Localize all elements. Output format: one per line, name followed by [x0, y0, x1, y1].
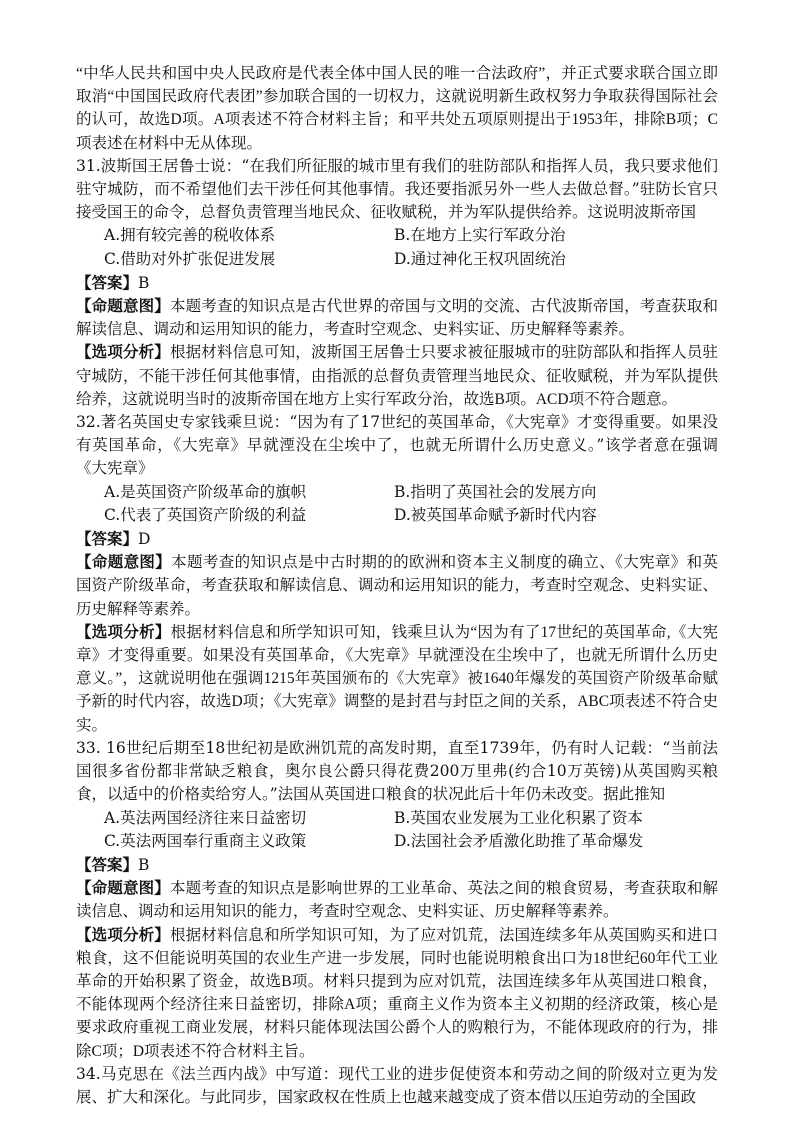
question-33	[76, 737, 718, 1063]
analysis-paragraph	[76, 621, 718, 737]
question-34	[76, 1063, 718, 1109]
question-stem: 33. 16世纪后期至18世纪初是欧洲饥荒的高发时期，直至1739年，仍有时人记载：“当前法国很多省份都非常缺乏粮食，奥尔良公爵只得花费200万里弗(约合10万英镑)从英国购买粮食，以适中的价格卖给穷人。”法国从英国进口粮食的状况此后十年仍未改变。据此推知	[76, 738, 718, 804]
analysis-text: 根据材料信息可知，波斯国王居鲁士只要求被征服城市的驻防部队和指挥人员驻守城防，不能干涉任何其他事情，由指派的总督负责管理当地民众、征收赋税，并为军队提供给养，这就说明当时的波斯帝国在地方上实行军政分治，故选B项。ACD项不符合题意。	[76, 344, 718, 408]
option-d: D.法国社会矛盾激化助推了革命爆发	[394, 831, 644, 850]
option-b: B.指明了英国社会的发展方向	[394, 482, 597, 501]
intent-label: 【命题意图】	[76, 298, 170, 316]
intent-paragraph	[76, 295, 718, 341]
answer-line	[76, 271, 718, 295]
options	[76, 807, 718, 853]
intent-label: 【命题意图】	[76, 880, 170, 898]
intent-label: 【命题意图】	[76, 554, 172, 572]
option-d: D.通过神化王权巩固统治	[394, 249, 566, 268]
option-a: A.拥有较完善的税收体系	[104, 226, 276, 245]
question-stem: 34.马克思在《法兰西内战》中写道：现代工业的进步促使资本和劳动之间的阶级对立更为发展、扩大和深化。与此同步，国家政权在性质上也越来越变成了资本借以压迫劳动的全国政	[76, 1064, 718, 1106]
answer-label: 【答案】	[76, 529, 139, 549]
analysis-label: 【选项分析】	[76, 926, 170, 944]
answer-label: 【答案】	[76, 854, 139, 874]
analysis-text: 根据材料信息和所学知识可知，为了应对饥荒，法国连续多年从英国购买和进口粮食，这不但能说明英国的农业生产进一步发展，同时也能说明粮食出口为18世纪60年代工业革命的开始积累了资金，故选B项。材料只提到为应对饥荒，法国连续多年从英国进口粮食，不能体现两个经济往来日益密切，排除A项；重商主义作为资本主义初期的经济政策，核心是要求政府重视工商业发展，材料只能体现法国公爵个人的购粮行为，不能体现政府的行为，排除C项；D项表述不符合材料主旨。	[76, 926, 718, 1060]
answer-label: 【答案】	[76, 272, 139, 292]
option-b: B.在地方上实行军政分治	[394, 226, 566, 245]
answer-line	[76, 853, 718, 877]
question-32	[76, 411, 718, 737]
option-b: B.英国农业发展为工业化积累了资本	[394, 808, 643, 827]
question-stem: 31.波斯国王居鲁士说：“在我们所征服的城市里有我们的驻防部队和指挥人员，我只要求他们驻守城防，而不希望他们去干涉任何其他事情。我还要指派另外一些人去做总督。”驻防长官只接受国王的命令，总督负责管理当地民众、征收赋税，并为军队提供给养。这说明波斯帝国	[76, 156, 718, 222]
intent-text: 本题考查的知识点是古代世界的帝国与文明的交流、古代波斯帝国，考查获取和解读信息、调动和运用知识的能力，考查时空观念、史料实证、历史解释等素养。	[76, 298, 718, 339]
intent-text: 本题考查的知识点是影响世界的工业革命、英法之间的粮食贸易，考查获取和解读信息、调动和运用知识的能力，考查时空观念、史料实证、历史解释等素养。	[76, 880, 718, 921]
options	[76, 224, 718, 270]
analysis-paragraph	[76, 341, 718, 411]
option-c: C.借助对外扩张促进发展	[104, 249, 276, 268]
analysis-label: 【选项分析】	[76, 623, 171, 641]
answer-value: B	[138, 273, 150, 292]
option-c: C.代表了英国资产阶级的利益	[104, 505, 307, 524]
option-d: D.被英国革命赋予新时代内容	[394, 505, 597, 524]
intent-paragraph	[76, 551, 718, 621]
intent-text: 本题考查的知识点是中古时期的的欧洲和资本主义制度的确立、《大宪章》和英国资产阶级革命，考查获取和解读信息、调动和运用知识的能力，考查时空观念、史料实证、历史解释等素养。	[76, 554, 718, 618]
answer-value: D	[138, 530, 151, 549]
previous-analysis-tail: “中华人民共和国中央人民政府是代表全体中国人民的唯一合法政府”，并正式要求联合国立即取消“中国国民政府代表团”参加联合国的一切权力，这就说明新生政权努力争取获得国际社会的认可，故选D项。A项表述不符合材料主旨；和平共处五项原则提出于1953年，排除B项；C项表述在材料中无从体现。	[76, 65, 718, 152]
option-a: A.英法两国经济往来日益密切	[104, 808, 307, 827]
answer-value: B	[138, 855, 150, 874]
question-stem: 32.著名英国史专家钱乘旦说：“因为有了17世纪的英国革命，《大宪章》才变得重要。如果没有英国革命，《大宪章》早就湮没在尘埃中了，也就无所谓什么历史意义。”该学者意在强调《大宪章》	[76, 413, 718, 478]
analysis-text: 根据材料信息和所学知识可知，钱乘旦认为“因为有了17世纪的英国革命,《大宪章》才变得重要。如果没有英国革命，《大宪章》早就湮没在尘埃中了，也就无所谓什么历史意义。”，这就说明他在强调1215年英国颁布的《大宪章》被1640年爆发的英国资产阶级革命赋予新的时代内容，故选D项；《大宪章》调整的是封君与封臣之间的关系，ABC项表述不符合史实。	[76, 623, 718, 734]
options	[76, 481, 718, 527]
answer-line	[76, 527, 718, 551]
option-a: A.是英国资产阶级革命的旗帜	[104, 482, 307, 501]
question-31	[76, 155, 718, 411]
analysis-label: 【选项分析】	[76, 344, 170, 362]
intent-paragraph	[76, 877, 718, 923]
option-c: C.英法两国奉行重商主义政策	[104, 831, 307, 850]
analysis-paragraph	[76, 924, 718, 1063]
